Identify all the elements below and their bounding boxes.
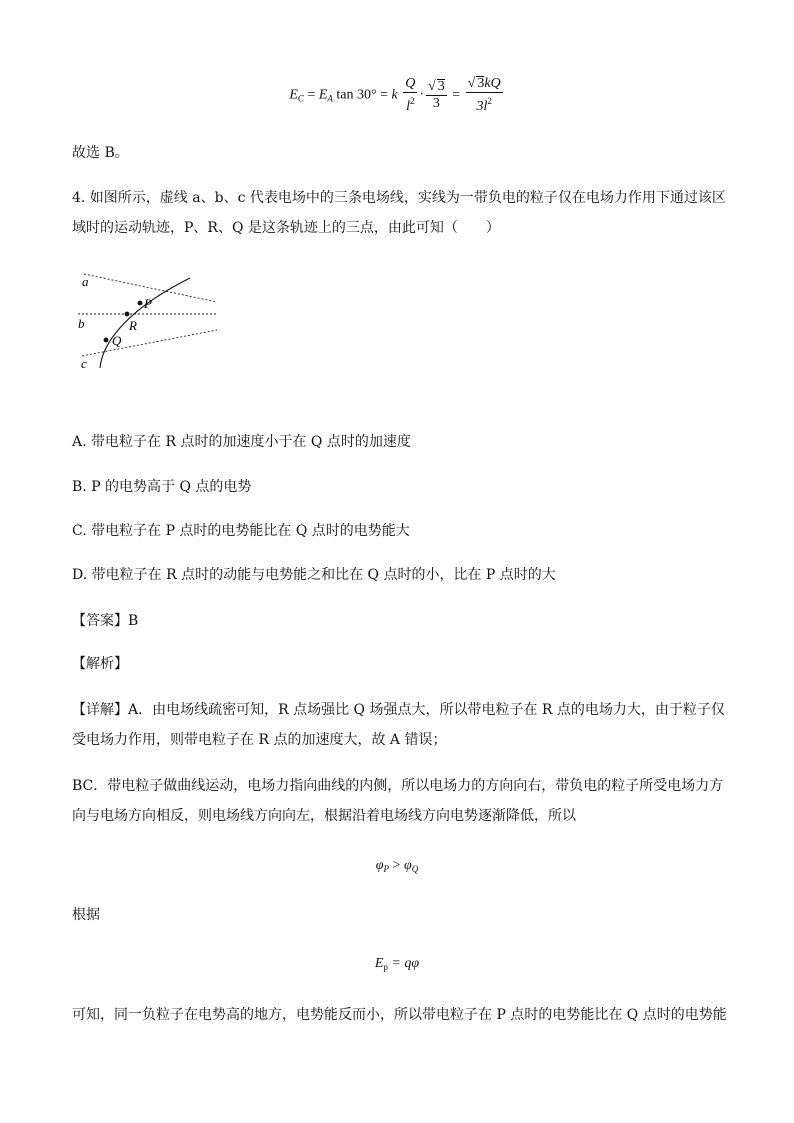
detail-line-3: BC．带电粒子做曲线运动，电场力指向曲线的内侧，所以电场力的方向向右，带负电的粒子所受电场力方 — [72, 778, 724, 794]
label-p: P — [144, 296, 152, 311]
point-q-dot — [104, 338, 109, 343]
formula-frac1-den-exp: 2 — [409, 96, 415, 106]
label-q: Q — [112, 333, 122, 348]
answer-tag: 【答案】 — [72, 612, 128, 628]
formula-tan: tan 30° — [336, 87, 377, 103]
formula-phi-p: φ — [375, 858, 384, 873]
formula-phi-p-sub: P — [383, 864, 390, 874]
formula-frac2-den: 3 — [432, 96, 440, 111]
formula-eq1: = — [307, 87, 316, 103]
label-c: c — [81, 356, 87, 371]
formula-ec — [0, 76, 794, 115]
formula-frac2 — [426, 79, 447, 112]
formula-frac3-den-text: 3l — [476, 99, 488, 114]
option-c: C. 带电粒子在 P 点时的电势能比在 Q 点时的电势能大 — [72, 523, 410, 539]
formula-frac1-num: Q — [405, 76, 416, 91]
option-d: D. 带电粒子在 R 点时的动能与电势能之和比在 Q 点时的小，比在 P 点时的大 — [72, 567, 556, 583]
point-r-dot — [125, 312, 130, 317]
detail-line-4: 向与电场方向相反，则电场线方向向左，根据沿着电场线方向电势逐渐降低，所以 — [72, 808, 576, 824]
formula-k: k — [391, 87, 398, 103]
formula-frac2-radicand: 3 — [437, 79, 445, 94]
formula-dot: · — [419, 87, 425, 103]
answer-line — [72, 610, 138, 631]
formula-frac3-den-exp: 2 — [487, 96, 492, 106]
analysis-tag: 【解析】 — [72, 656, 128, 672]
formula-frac2-num: √ 3 — [428, 79, 445, 94]
formula-frac3-num: √ 3kQ — [467, 76, 501, 91]
formula-frac1-den-l: l — [406, 99, 410, 114]
label-a: a — [82, 274, 89, 289]
formula-ea-sub: A — [327, 93, 333, 104]
formula-ep-rest: = qφ — [387, 956, 420, 971]
formula-phi — [0, 856, 794, 879]
field-line-figure — [72, 268, 222, 376]
formula-eq3: = — [452, 87, 461, 103]
formula-frac3-radicand: 3 — [477, 76, 485, 91]
formula-frac3 — [466, 76, 503, 115]
formula-frac3-num-rest: kQ — [484, 76, 501, 91]
formula-frac1 — [403, 76, 417, 115]
detail-line-1: 【详解】A．由电场线疏密可知，R 点场强比 Q 场强点大，所以带电粒子在 R 点的电场力大，由于粒子仅 — [72, 702, 725, 718]
point-p-dot — [138, 301, 143, 306]
label-b: b — [78, 316, 85, 331]
formula-phi-q-sub: Q — [411, 864, 419, 874]
formula-frac1-den — [403, 93, 417, 115]
question-line-1: 4. 如图所示，虚线 a、b、c 代表电场中的三条电场线，实线为一带负电的粒子仅在电场力作用下通过该区 — [72, 190, 726, 206]
formula-eq2: = — [380, 87, 389, 103]
trajectory-curve — [100, 278, 190, 368]
field-line-c — [82, 330, 217, 356]
formula-frac3-den — [466, 93, 503, 115]
label-r: R — [129, 318, 137, 333]
formula-ec-symbol: E — [289, 87, 298, 103]
select-line: 故选 B。 — [72, 145, 129, 161]
formula-ep-sub: p — [383, 962, 388, 972]
question-line-2: 域时的运动轨迹，P、R、Q 是这条轨迹上的三点，由此可知（ ） — [72, 220, 500, 236]
formula-ea-symbol: E — [318, 87, 328, 103]
formula-ep — [0, 954, 794, 977]
answer-value: B — [128, 613, 139, 629]
option-a: A. 带电粒子在 R 点时的加速度小于在 Q 点时的加速度 — [72, 434, 411, 450]
formula-ep-symbol: E — [374, 956, 384, 971]
last-line: 可知，同一负粒子在电势高的地方，电势能反而小，所以带电粒子在 P 点时的电势能比在 Q 点时的电势能 — [72, 1007, 727, 1023]
formula-ec-sub: C — [297, 93, 304, 104]
formula-phi-gt: > — [389, 858, 404, 873]
formula-phi-q: φ — [403, 858, 412, 873]
field-line-diagram — [72, 268, 222, 376]
detail-line-2: 受电场力作用，则带电粒子在 R 点的加速度大，故 A 错误； — [72, 732, 447, 748]
option-b: B. P 的电势高于 Q 点的电势 — [72, 479, 252, 495]
according-line: 根据 — [72, 907, 100, 923]
